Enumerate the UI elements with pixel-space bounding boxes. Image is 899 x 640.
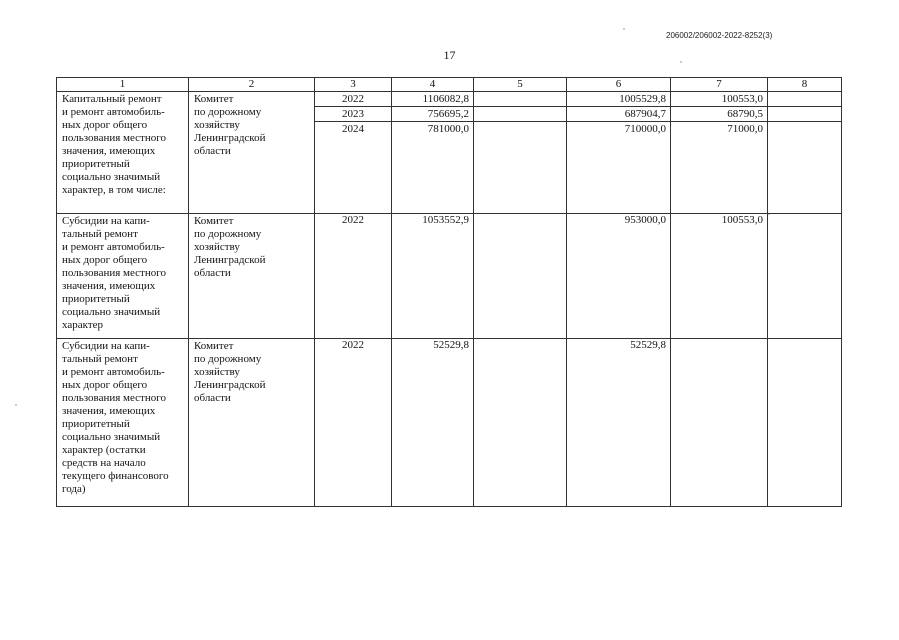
column-header: 5 [474,78,567,92]
value-cell [474,339,567,507]
value-cell: 1053552,9 [392,214,474,339]
value-cell: 1106082,8 [392,92,473,107]
year-cell: 2023 [315,107,391,122]
value-cell: 687904,7 [567,107,670,122]
year-cell: 2022 [315,339,392,507]
value-cell [671,339,768,507]
scan-speck [15,404,17,406]
value-cell [768,107,841,122]
column-header: 1 [57,78,189,92]
column-header: 4 [392,78,474,92]
value-cell [768,339,842,507]
value-cell [474,107,566,122]
table-row [57,214,842,339]
data-table [56,77,842,507]
value-cell: 953000,0 [567,214,671,339]
activity-name: Субсидии на капи- тальный ремонт и ремонт автомобиль- ных дорог общего пользования местного значения, имеющих приоритетный социально значимый характер [57,214,189,339]
column-header: 7 [671,78,768,92]
activity-name: Субсидии на капи- тальный ремонт и ремонт автомобиль- ных дорог общего пользования местного значения, имеющих приоритетный социально значимый характер (остатки средств на начало текущего финансового года) [57,339,189,507]
value-cell [474,92,566,107]
table-row [57,339,842,507]
value-cell: 100553,0 [671,214,768,339]
value-cell: 100553,0 [671,92,767,107]
value-cell: 52529,8 [567,339,671,507]
year-cell: 2024 [342,123,364,135]
scan-speck [680,61,682,63]
executor-name: Комитет по дорожному хозяйству Ленинградской области [189,214,315,339]
value-cell [768,214,842,339]
document-id: 206002/206002-2022-8252(3) [666,31,773,40]
header-row [57,78,842,92]
value-cell: 71000,0 [727,123,763,135]
value-cell: 756695,2 [392,107,473,122]
value-cell: 1005529,8 [567,92,670,107]
column-header: 6 [567,78,671,92]
value-cell: 68790,5 [671,107,767,122]
executor-name: Комитет по дорожному хозяйству Ленинградской области [189,92,315,214]
table-row [57,92,842,214]
executor-name: Комитет по дорожному хозяйству Ленинградской области [189,339,315,507]
page-number: 17 [443,48,456,62]
column-header: 8 [768,78,842,92]
scan-speck [623,28,625,30]
column-header: 2 [189,78,315,92]
value-cell: 781000,0 [427,123,469,135]
value-cell [768,92,841,107]
value-cell: 710000,0 [624,123,666,135]
year-cell: 2022 [315,214,392,339]
value-cell [474,214,567,339]
year-cell: 2022 [315,92,391,107]
activity-name: Капитальный ремонт и ремонт автомобиль- ных дорог общего пользования местного значения, имеющих приоритетный социально значимый характер, в том числе: [57,92,189,214]
column-header: 3 [315,78,392,92]
value-cell: 52529,8 [392,339,474,507]
